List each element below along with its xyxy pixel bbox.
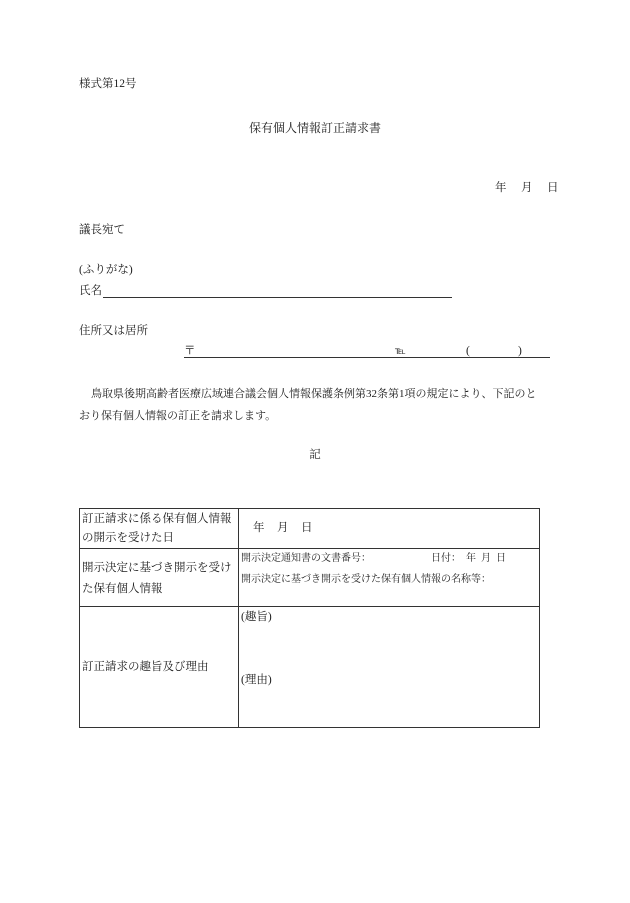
request-text-line-1: 鳥取県後期高齢者医療広域連合議会個人情報保護条例第32条第1項の規定により、下記のと: [91, 388, 537, 400]
disclosure-date-label-line-2: の開示を受けた日: [82, 531, 174, 544]
submission-date-line: 年 月 日: [495, 182, 560, 194]
request-text-line-2: おり保有個人情報の訂正を請求します。: [79, 410, 277, 422]
form-title: 保有個人情報訂正請求書: [248, 121, 381, 135]
telephone-paren-open: (: [466, 345, 470, 357]
request-details-table: [79, 508, 540, 728]
disclosure-date-label-line-1: 訂正請求に係る保有個人情報: [82, 512, 232, 525]
telephone-mark: ℡: [395, 346, 406, 357]
addressee: 議長宛て: [79, 224, 125, 236]
disclosed-info-label-cell: [80, 549, 239, 607]
postal-mark: 〒: [184, 345, 196, 357]
telephone-paren-close: ): [518, 345, 522, 357]
correction-label: 訂正請求の趣旨及び理由: [82, 660, 209, 673]
notice-date-label: 日付：: [431, 553, 461, 564]
form-number: 様式第12号: [79, 78, 137, 90]
disclosure-date-value-cell: [239, 509, 539, 549]
disclosure-date-label-cell: [80, 509, 239, 549]
furigana-label: (ふりがな): [79, 264, 133, 276]
purpose-label: (趣旨): [241, 611, 272, 623]
address-blank-line: [184, 345, 550, 358]
disclosed-info-name-label: 開示決定に基づき開示を受けた保有個人情報の名称等：: [241, 574, 491, 585]
disclosed-info-label-line-2: た保有個人情報: [82, 582, 163, 595]
correction-value-cell: [239, 607, 539, 727]
name-label: 氏名: [79, 285, 102, 297]
disclosed-info-value-cell: [239, 549, 539, 607]
correction-label-cell: [80, 607, 239, 727]
disclosed-info-label-line-1: 開示決定に基づき開示を受け: [82, 561, 232, 574]
address-label: 住所又は居所: [79, 325, 148, 337]
name-blank-line: [103, 285, 452, 298]
notice-date-value: 年 月 日: [466, 553, 504, 564]
ki-heading: 記: [309, 449, 321, 461]
disclosure-date-value: 年 月 日: [253, 521, 313, 534]
notice-document-number-label: 開示決定通知書の文書番号：: [241, 553, 371, 564]
reason-label: (理由): [241, 674, 272, 686]
